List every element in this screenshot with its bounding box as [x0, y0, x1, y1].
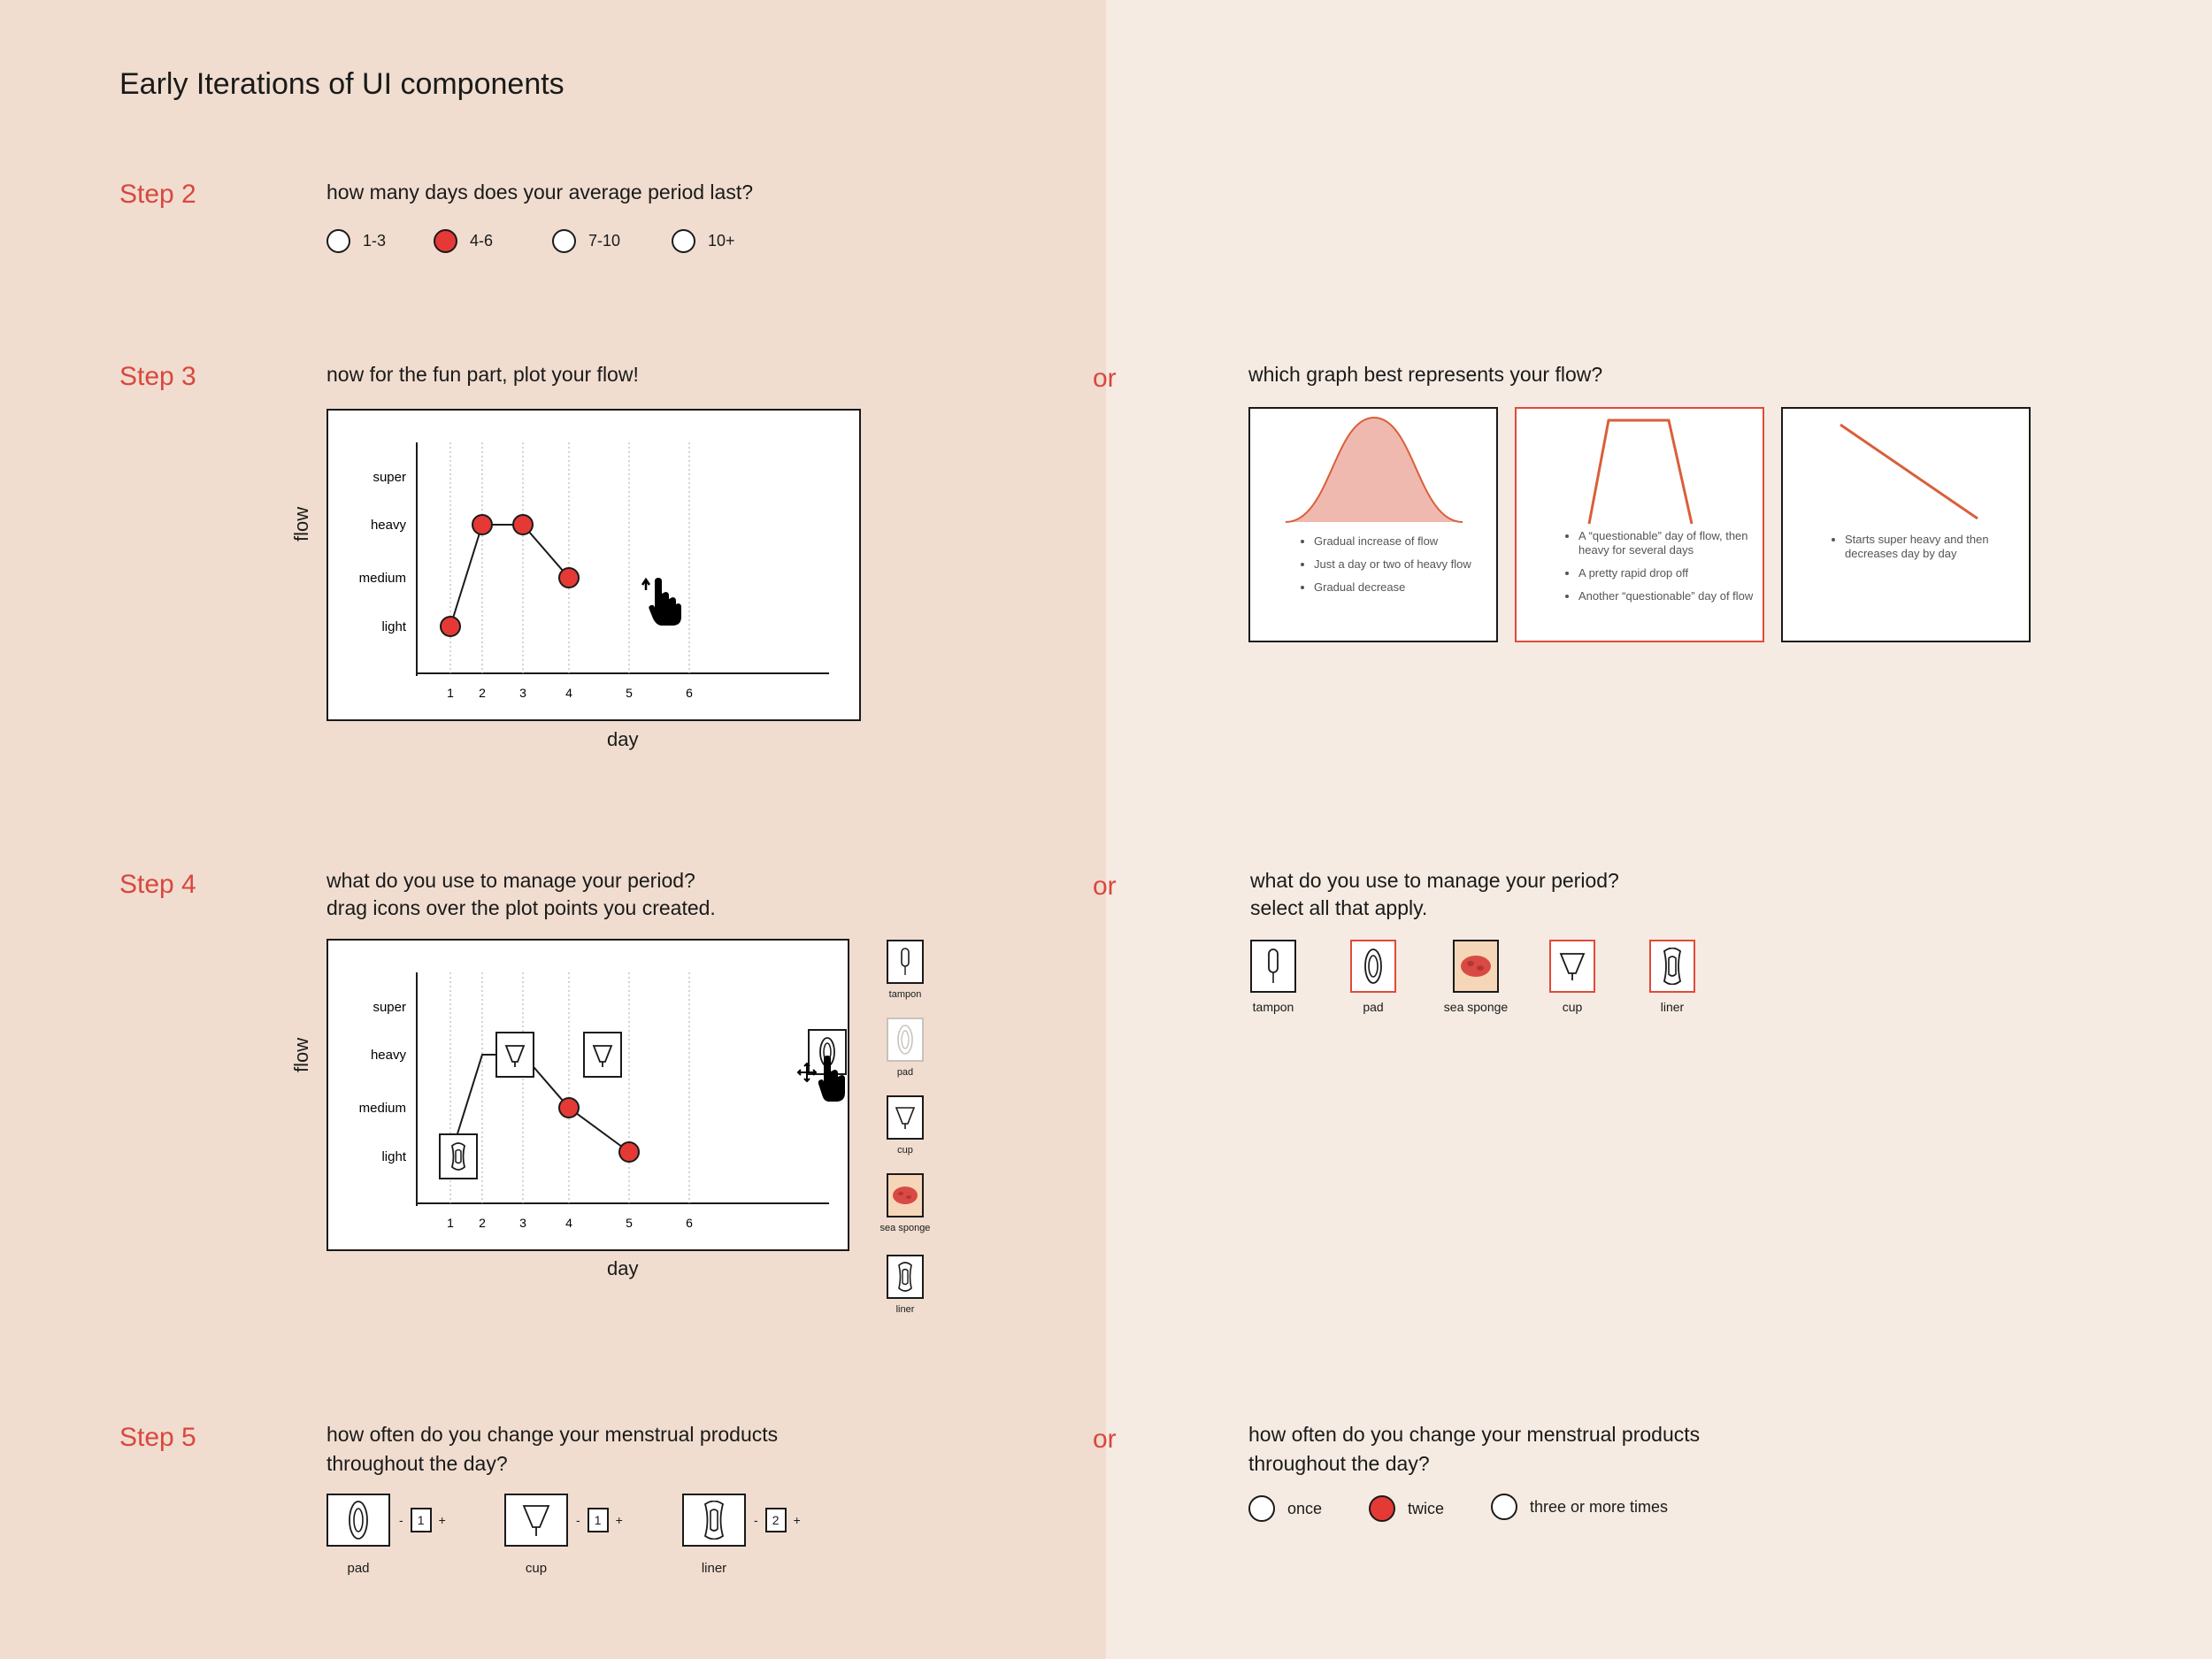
drag-icon-sea-sponge[interactable]: [874, 1173, 936, 1233]
drag-icon-pad[interactable]: [874, 1018, 936, 1078]
page-title: Early Iterations of UI components: [119, 67, 565, 101]
x-tick-label: 6: [686, 1216, 693, 1230]
frequency-option-once[interactable]: [1248, 1495, 1322, 1522]
x-tick-label: 4: [565, 1216, 572, 1230]
option-label: sea sponge: [1443, 1000, 1509, 1014]
radio-label: 1-3: [363, 232, 387, 250]
liner-icon: [887, 1255, 924, 1299]
flow-line: [450, 525, 569, 626]
radio-circle: [1248, 1495, 1275, 1522]
tampon-icon: [1250, 940, 1296, 993]
sea-sponge-icon: [1453, 940, 1499, 993]
flow-plot-products-svg[interactable]: [328, 941, 848, 1249]
product-liner: [682, 1494, 746, 1576]
step2-option-10-plus[interactable]: [672, 229, 735, 253]
drag-icon-cup[interactable]: [874, 1095, 936, 1156]
count-value[interactable]: 1: [588, 1508, 609, 1532]
bullet: • A “questionable” day of flow, then heavy for several days: [1578, 529, 1764, 557]
decline-graph-icon: [1783, 409, 2029, 641]
graph-option-plateau[interactable]: [1515, 407, 1764, 642]
decrement-button[interactable]: -: [576, 1513, 580, 1527]
step2-option-4-6[interactable]: [434, 229, 493, 253]
radio-circle: [326, 229, 350, 253]
x-tick-label: 3: [519, 686, 526, 700]
radio-label: three or more times: [1530, 1497, 1669, 1516]
x-tick-label: 2: [479, 1216, 486, 1230]
x-tick-label: 2: [479, 686, 486, 700]
option-label: pad: [1363, 1000, 1384, 1014]
pointer-cursor-icon: [642, 578, 681, 626]
x-tick-label: 1: [447, 1216, 454, 1230]
product-label: cup: [525, 1561, 548, 1576]
or-label: or: [1093, 872, 1117, 901]
decrement-button[interactable]: -: [399, 1513, 403, 1527]
radio-circle: [672, 229, 695, 253]
drag-icon-label: tampon: [888, 989, 922, 1000]
plot-point-day2[interactable]: [472, 515, 492, 534]
bullet: • Just a day or two of heavy flow: [1314, 557, 1491, 572]
step2-option-7-10[interactable]: [552, 229, 620, 253]
step5-question-line1: how often do you change your menstrual products: [326, 1423, 779, 1446]
drag-icon-label: liner: [895, 1304, 915, 1315]
step4-label: Step 4: [119, 870, 196, 899]
frequency-option-three-or-more[interactable]: [1491, 1494, 1668, 1520]
step5-alt-question-line2: throughout the day?: [1248, 1452, 1430, 1475]
sea-sponge-icon: [887, 1173, 924, 1217]
option-label: liner: [1660, 1000, 1685, 1014]
tampon-icon: [887, 940, 924, 984]
y-tick-label: super: [373, 1000, 406, 1015]
x-tick-label: 6: [686, 686, 693, 700]
step2-question: how many days does your average period last?: [326, 180, 754, 204]
step4-question-line1: what do you use to manage your period?: [326, 869, 695, 892]
plot-point-day1[interactable]: [441, 617, 460, 636]
step4-alt-question-line1: what do you use to manage your period?: [1250, 869, 1619, 892]
x-tick-label: 5: [626, 686, 633, 700]
cup-icon: [887, 1095, 924, 1140]
select-cup[interactable]: [1549, 940, 1595, 1014]
radio-circle: [552, 229, 576, 253]
bullet: • A pretty rapid drop off: [1578, 566, 1764, 580]
select-tampon[interactable]: [1250, 940, 1296, 1014]
select-liner[interactable]: [1649, 940, 1695, 1014]
step2-label: Step 2: [119, 180, 196, 209]
count-value[interactable]: 1: [411, 1508, 432, 1532]
drag-icon-label: cup: [897, 1145, 913, 1156]
y-tick-label: super: [373, 470, 406, 485]
product-cup: [504, 1494, 568, 1576]
step4-question-line2: drag icons over the plot points you created.: [326, 896, 716, 919]
radio-circle-selected: [1369, 1495, 1395, 1522]
y-tick-label: heavy: [370, 1048, 406, 1063]
x-tick-label: 3: [519, 1216, 526, 1230]
drag-icon-tampon[interactable]: [874, 940, 936, 1000]
step4-y-label: flow: [290, 1037, 312, 1072]
cup-token[interactable]: [584, 1033, 621, 1077]
step3-y-label: flow: [290, 506, 312, 541]
increment-button[interactable]: +: [438, 1513, 446, 1527]
radio-label: 4-6: [470, 232, 494, 250]
x-tick-label: 1: [447, 686, 454, 700]
flow-plot[interactable]: [326, 409, 861, 721]
graph-option-bell[interactable]: [1248, 407, 1498, 642]
pad-icon: [326, 1494, 390, 1547]
or-label: or: [1093, 364, 1117, 393]
option-label: tampon: [1252, 1000, 1294, 1014]
step5-alt-question-line1: how often do you change your menstrual products: [1248, 1423, 1701, 1446]
step3-question: now for the fun part, plot your flow!: [326, 363, 639, 386]
count-value[interactable]: 2: [765, 1508, 787, 1532]
product-label: pad: [347, 1561, 370, 1576]
step3-alt-question: which graph best represents your flow?: [1248, 363, 1603, 386]
flow-plot-with-products[interactable]: [326, 939, 849, 1251]
y-tick-label: medium: [358, 571, 406, 586]
bullet: • Another “questionable” day of flow: [1578, 589, 1764, 603]
step4-alt-question-line2: select all that apply.: [1250, 896, 1428, 919]
liner-count-stepper[interactable]: [754, 1508, 801, 1532]
y-tick-label: medium: [358, 1101, 406, 1116]
radio-label: 7-10: [588, 232, 621, 250]
y-tick-label: light: [381, 1149, 406, 1164]
select-sea-sponge[interactable]: [1437, 940, 1515, 1014]
or-label: or: [1093, 1425, 1117, 1454]
frequency-option-twice[interactable]: [1369, 1495, 1444, 1522]
increment-button[interactable]: +: [615, 1513, 623, 1527]
decrement-button[interactable]: -: [754, 1513, 758, 1527]
cup-icon: [1549, 940, 1595, 993]
pad-icon: [887, 1018, 924, 1062]
x-tick-label: 4: [565, 686, 572, 700]
radio-label: twice: [1408, 1499, 1445, 1517]
flow-plot-svg[interactable]: [328, 411, 859, 719]
bell-curve-icon: [1250, 409, 1496, 641]
graph-option-decline[interactable]: [1781, 407, 2031, 642]
right-panel: [1106, 0, 2212, 1659]
y-tick-label: heavy: [370, 518, 406, 533]
increment-button[interactable]: +: [793, 1513, 801, 1527]
plot-point-day3[interactable]: [513, 515, 533, 534]
y-tick-label: light: [381, 619, 406, 634]
cup-icon: [504, 1494, 568, 1547]
radio-label: 10+: [708, 232, 735, 250]
step3-label: Step 3: [119, 362, 196, 391]
liner-icon: [682, 1494, 746, 1547]
radio-label: once: [1287, 1499, 1323, 1517]
plot-point-day5[interactable]: [619, 1142, 639, 1162]
step5-question-line2: throughout the day?: [326, 1452, 508, 1475]
drag-icon-liner[interactable]: [874, 1255, 936, 1315]
step4-x-label: day: [607, 1257, 639, 1279]
liner-token[interactable]: [440, 1134, 477, 1179]
bullet: • Starts super heavy and then decreases day by day: [1845, 533, 2022, 561]
option-label: cup: [1562, 1000, 1583, 1014]
radio-circle: [1491, 1494, 1517, 1520]
cup-token[interactable]: [496, 1033, 534, 1077]
step2-option-1-3[interactable]: [326, 229, 386, 253]
pad-count-stepper[interactable]: [399, 1508, 446, 1532]
product-pad: [326, 1494, 390, 1576]
liner-icon: [1649, 940, 1695, 993]
product-label: liner: [701, 1561, 727, 1576]
radio-circle-selected: [434, 229, 457, 253]
bullet: • Gradual decrease: [1314, 580, 1491, 595]
pad-icon: [1350, 940, 1396, 993]
plot-point-day4[interactable]: [559, 1098, 579, 1118]
bullet: • Gradual increase of flow: [1314, 534, 1491, 549]
drag-icon-label: pad: [896, 1067, 914, 1078]
step3-x-label: day: [607, 728, 639, 750]
drag-icon-label: sea sponge: [879, 1223, 931, 1233]
step5-label: Step 5: [119, 1423, 196, 1452]
cup-count-stepper[interactable]: [576, 1508, 623, 1532]
select-pad[interactable]: [1350, 940, 1396, 1014]
plot-point-day4[interactable]: [559, 568, 579, 588]
x-tick-label: 5: [626, 1216, 633, 1230]
